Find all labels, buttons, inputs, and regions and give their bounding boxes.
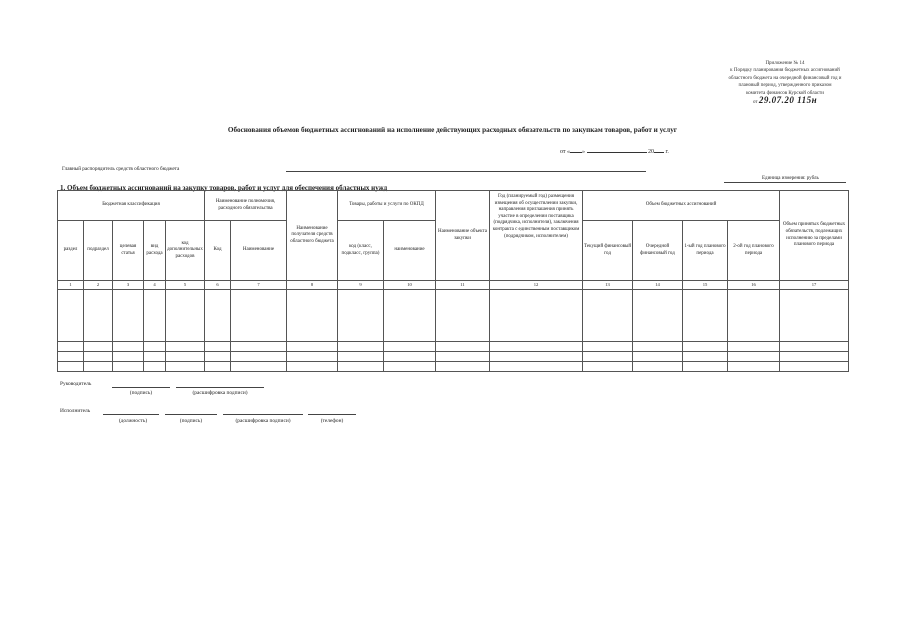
header-accepted-obligations: Объем принятых бюджетных обязательств, подлежащих исполнению за пределами планового периода — [780, 191, 849, 281]
month-blank[interactable] — [587, 146, 647, 153]
col-vid: вид расхода — [144, 221, 166, 281]
col-code: Код — [205, 221, 231, 281]
budget-table — [57, 190, 849, 372]
appendix-line: областного бюджета на очередной финансовый год и — [728, 75, 842, 81]
document-title: Обоснования объемов бюджетных ассигнований на исполнение действующих расходных обязательств по закупкам товаров, работ и услуг — [227, 126, 678, 134]
appendix-line: плановый период, утвержденного приказом — [738, 83, 832, 89]
table-row[interactable] — [58, 342, 849, 352]
col-name: Наименование — [231, 221, 287, 281]
col-podrazdel: подраздел — [84, 221, 113, 281]
header-obligation: Наименование полномочия, расходного обязательства — [205, 191, 287, 221]
col-statya: целевая статья — [113, 221, 144, 281]
col-plan-year-2: 2-ой год планового периода — [728, 221, 780, 281]
grbs-field[interactable] — [286, 171, 646, 172]
table-row[interactable] — [58, 362, 849, 372]
executor-position-field[interactable] — [103, 414, 159, 415]
header-object: Наименование объекта закупки — [436, 191, 490, 281]
table-row[interactable] — [58, 290, 849, 342]
executor-phone-field[interactable] — [308, 414, 356, 415]
col-kosgu: код дополнительных расходов — [166, 221, 205, 281]
caption-position: (должность) — [118, 418, 148, 424]
col-next-year: Очередной финансовый год — [633, 221, 683, 281]
appendix-date: от 29.07.20 115н — [752, 95, 818, 106]
appendix-line: комитета финансов Курской области — [746, 90, 824, 96]
caption-phone: (телефон) — [320, 418, 344, 424]
grbs-label: Главный распорядитель средств областного бюджета — [62, 166, 180, 172]
table-row[interactable] — [58, 352, 849, 362]
col-razdel: раздел — [58, 221, 84, 281]
head-label: Руководитель — [60, 381, 92, 387]
section-title: 1. Объем бюджетных ассигнований на закупку товаров, работ и услуг для обеспечения областных нужд — [60, 184, 388, 192]
col-okpd-code: код (класс, подкласс, группа) — [338, 221, 384, 281]
executor-label: Исполнитель — [60, 408, 91, 414]
header-volume: Объем бюджетных ассигнований — [583, 191, 780, 221]
caption-name: (расшифровка подписи) — [235, 418, 291, 424]
header-year-placement: Год (планируемый год) размещения извещения об осуществлении закупки, направления приглашения принять участие в определении поставщика (подрядчика, исполнителя), заключения контракта с единственным поставщиком (подрядчиком, исполнителем) — [490, 191, 583, 281]
col-current-year: Текущий финансовый год — [583, 221, 633, 281]
appendix-number: Приложение № 14 — [765, 61, 805, 66]
appendix-line: к Порядку планирования бюджетных ассигнований — [730, 68, 840, 74]
executor-signature-field[interactable] — [165, 414, 217, 415]
header-recipient: Наименование получателя средств областного бюджета — [287, 191, 338, 281]
caption-signature: (подпись) — [129, 390, 153, 396]
col-okpd-name: наименование — [384, 221, 436, 281]
year-blank[interactable] — [654, 146, 664, 153]
head-signature-field[interactable] — [112, 387, 170, 388]
appendix-header — [700, 60, 870, 106]
day-blank[interactable] — [570, 146, 582, 153]
caption-name: (расшифровка подписи) — [192, 390, 248, 396]
units-label: Единица измерения: рубль — [762, 176, 819, 181]
head-name-field[interactable] — [176, 387, 264, 388]
units-underline — [724, 182, 846, 183]
header-budget-classification: Бюджетная классификация — [58, 191, 205, 221]
col-plan-year-1: 1-ый год планового периода — [683, 221, 728, 281]
date-line: от « » 20 г. — [560, 146, 669, 155]
header-goods-okpd: Товары, работы и услуги по ОКПД — [338, 191, 436, 221]
column-numbers-row: 1 2 3 4 5 6 7 8 9 10 11 12 13 14 15 16 17 — [58, 281, 849, 290]
executor-name-field[interactable] — [223, 414, 303, 415]
handwritten-date: 29.07.20 115н — [758, 95, 818, 106]
caption-signature: (подпись) — [179, 418, 203, 424]
